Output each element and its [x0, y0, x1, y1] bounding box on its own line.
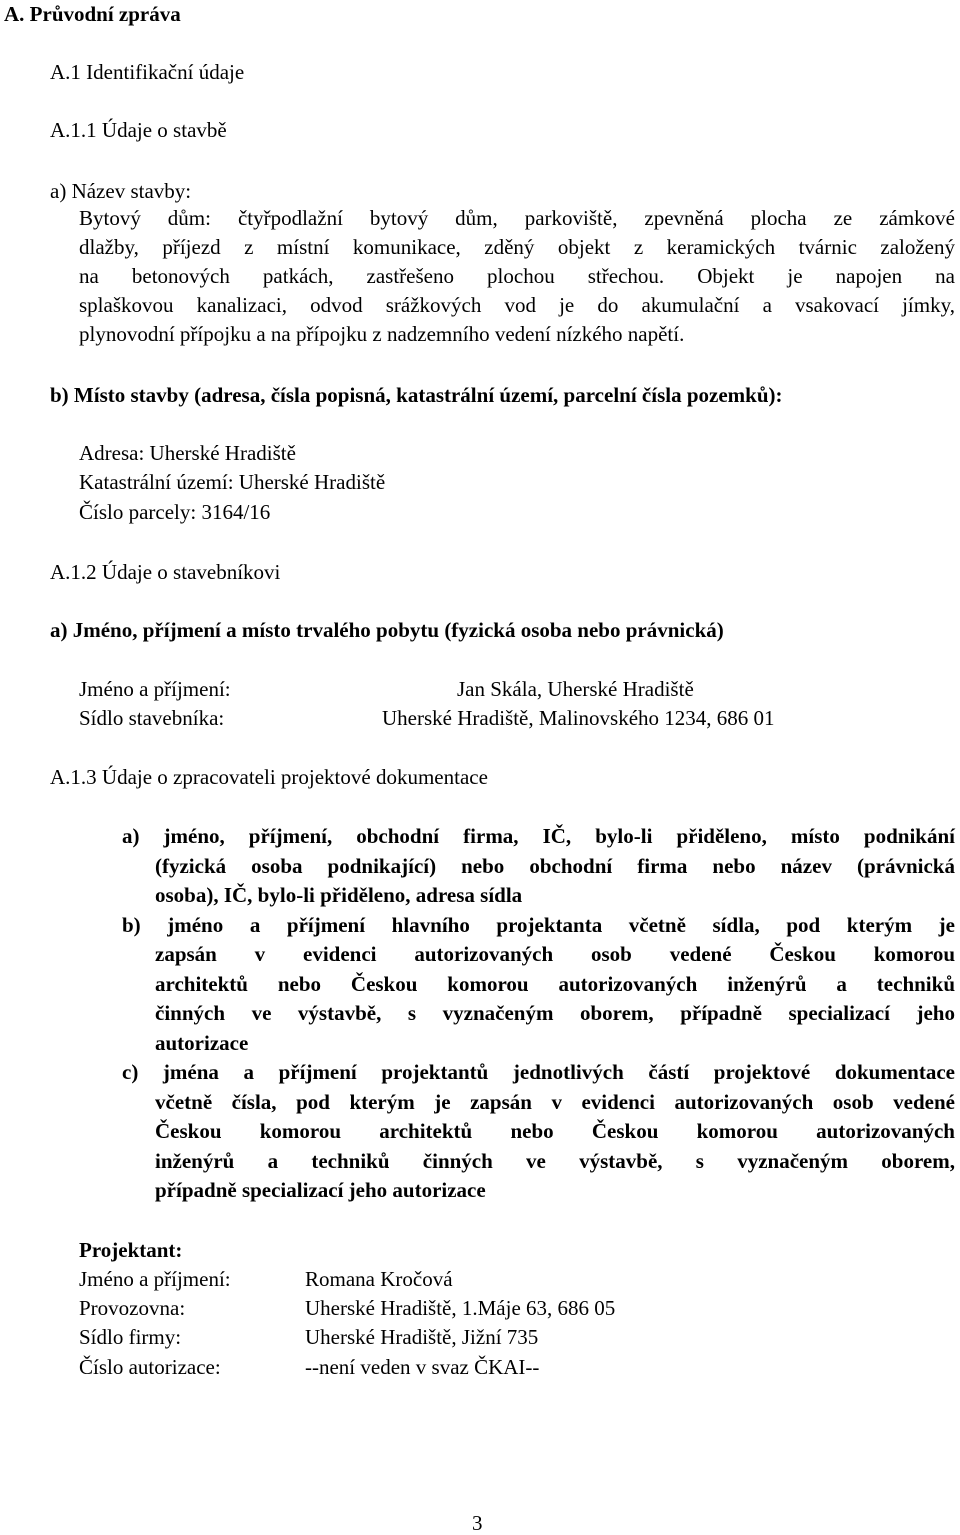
zpracovatel-c-line: inženýrů a techniků činných ve výstavbě, s vyznačeným oborem,	[155, 1149, 955, 1173]
heading-a12: A.1.2 Údaje o stavebníkovi	[50, 560, 281, 584]
page-number: 3	[472, 1511, 483, 1535]
projektant-row-label: Jméno a příjmení:	[79, 1267, 231, 1291]
zpracovatel-b-line: b) jméno a příjmení hlavního projektanta včetně sídla, pod kterým je	[122, 913, 955, 937]
zpracovatel-c-line: případně specializací jeho autorizace	[155, 1178, 486, 1202]
projektant-row-value: Romana Kročová	[305, 1267, 453, 1291]
stavba-desc-line: na betonových patkách, zastřešeno plochou střechou. Objekt je napojen na	[79, 264, 955, 288]
heading-a: A. Průvodní zpráva	[4, 2, 181, 26]
heading-a1: A.1 Identifikační údaje	[50, 60, 245, 84]
cislo-parcely: Číslo parcely: 3164/16	[79, 500, 271, 524]
heading-a11: A.1.1 Údaje o stavbě	[50, 118, 227, 142]
stavba-desc-line: dlažby, příjezd z místní komunikace, zděný objekt z keramických tvárnic založený	[79, 235, 955, 259]
katastralni-uzemi: Katastrální území: Uherské Hradiště	[79, 470, 386, 494]
zpracovatel-b-line: autorizace	[155, 1031, 249, 1055]
zpracovatel-a-line: (fyzická osoba podnikající) nebo obchodní firma nebo název (právnická	[155, 854, 955, 878]
stavebnik-seat-label: Sídlo stavebníka:	[79, 706, 225, 730]
stavebnik-name-label: Jméno a příjmení:	[79, 677, 231, 701]
stavebnik-a-label: a) Jméno, příjmení a místo trvalého pobytu (fyzická osoba nebo právnická)	[50, 618, 724, 642]
zpracovatel-c-line: Českou komorou architektů nebo Českou komorou autorizovaných	[155, 1119, 955, 1143]
zpracovatel-c-line: včetně čísla, pod kterým je zapsán v evidenci autorizovaných osob vedené	[155, 1090, 955, 1114]
heading-a13: A.1.3 Údaje o zpracovateli projektové dokumentace	[50, 765, 488, 789]
projektant-row-label: Sídlo firmy:	[79, 1325, 182, 1349]
zpracovatel-b-line: činných ve výstavbě, s vyznačeným oborem, případně specializací jeho	[155, 1001, 955, 1025]
zpracovatel-b-line: zapsán v evidenci autorizovaných osob vedené Českou komorou	[155, 942, 955, 966]
zpracovatel-c-line: c) jména a příjmení projektantů jednotlivých částí projektové dokumentace	[122, 1060, 955, 1084]
stavba-a-label: a) Název stavby:	[50, 179, 192, 203]
projektant-label: Projektant:	[79, 1238, 183, 1262]
zpracovatel-a-line: osoba), IČ, bylo-li přiděleno, adresa sídla	[155, 883, 523, 907]
projektant-row-value: Uherské Hradiště, 1.Máje 63, 686 05	[305, 1296, 616, 1320]
stavba-desc-line: plynovodní přípojku a na přípojku z nadzemního vedení nízkého napětí.	[79, 322, 685, 346]
zpracovatel-b-line: architektů nebo Českou komorou autorizovaných inženýrů a techniků	[155, 972, 955, 996]
zpracovatel-a-line: a) jméno, příjmení, obchodní firma, IČ, bylo-li přiděleno, místo podnikání	[122, 824, 955, 848]
projektant-row-value: --není veden v svaz ČKAI--	[305, 1355, 540, 1379]
stavba-b-label: b) Místo stavby (adresa, čísla popisná, katastrální území, parcelní čísla pozemků):	[50, 383, 783, 407]
projektant-row-value: Uherské Hradiště, Jižní 735	[305, 1325, 539, 1349]
stavebnik-seat-value: Uherské Hradiště, Malinovského 1234, 686 01	[382, 706, 775, 730]
adresa: Adresa: Uherské Hradiště	[79, 441, 296, 465]
stavebnik-name-value: Jan Skála, Uherské Hradiště	[457, 677, 694, 701]
projektant-row-label: Číslo autorizace:	[79, 1355, 221, 1379]
projektant-row-label: Provozovna:	[79, 1296, 186, 1320]
stavba-desc-line: Bytový dům: čtyřpodlažní bytový dům, parkoviště, zpevněná plocha ze zámkové	[79, 206, 955, 230]
stavba-desc-line: splaškovou kanalizaci, odvod srážkových vod je do akumulační a vsakovací jímky,	[79, 293, 955, 317]
